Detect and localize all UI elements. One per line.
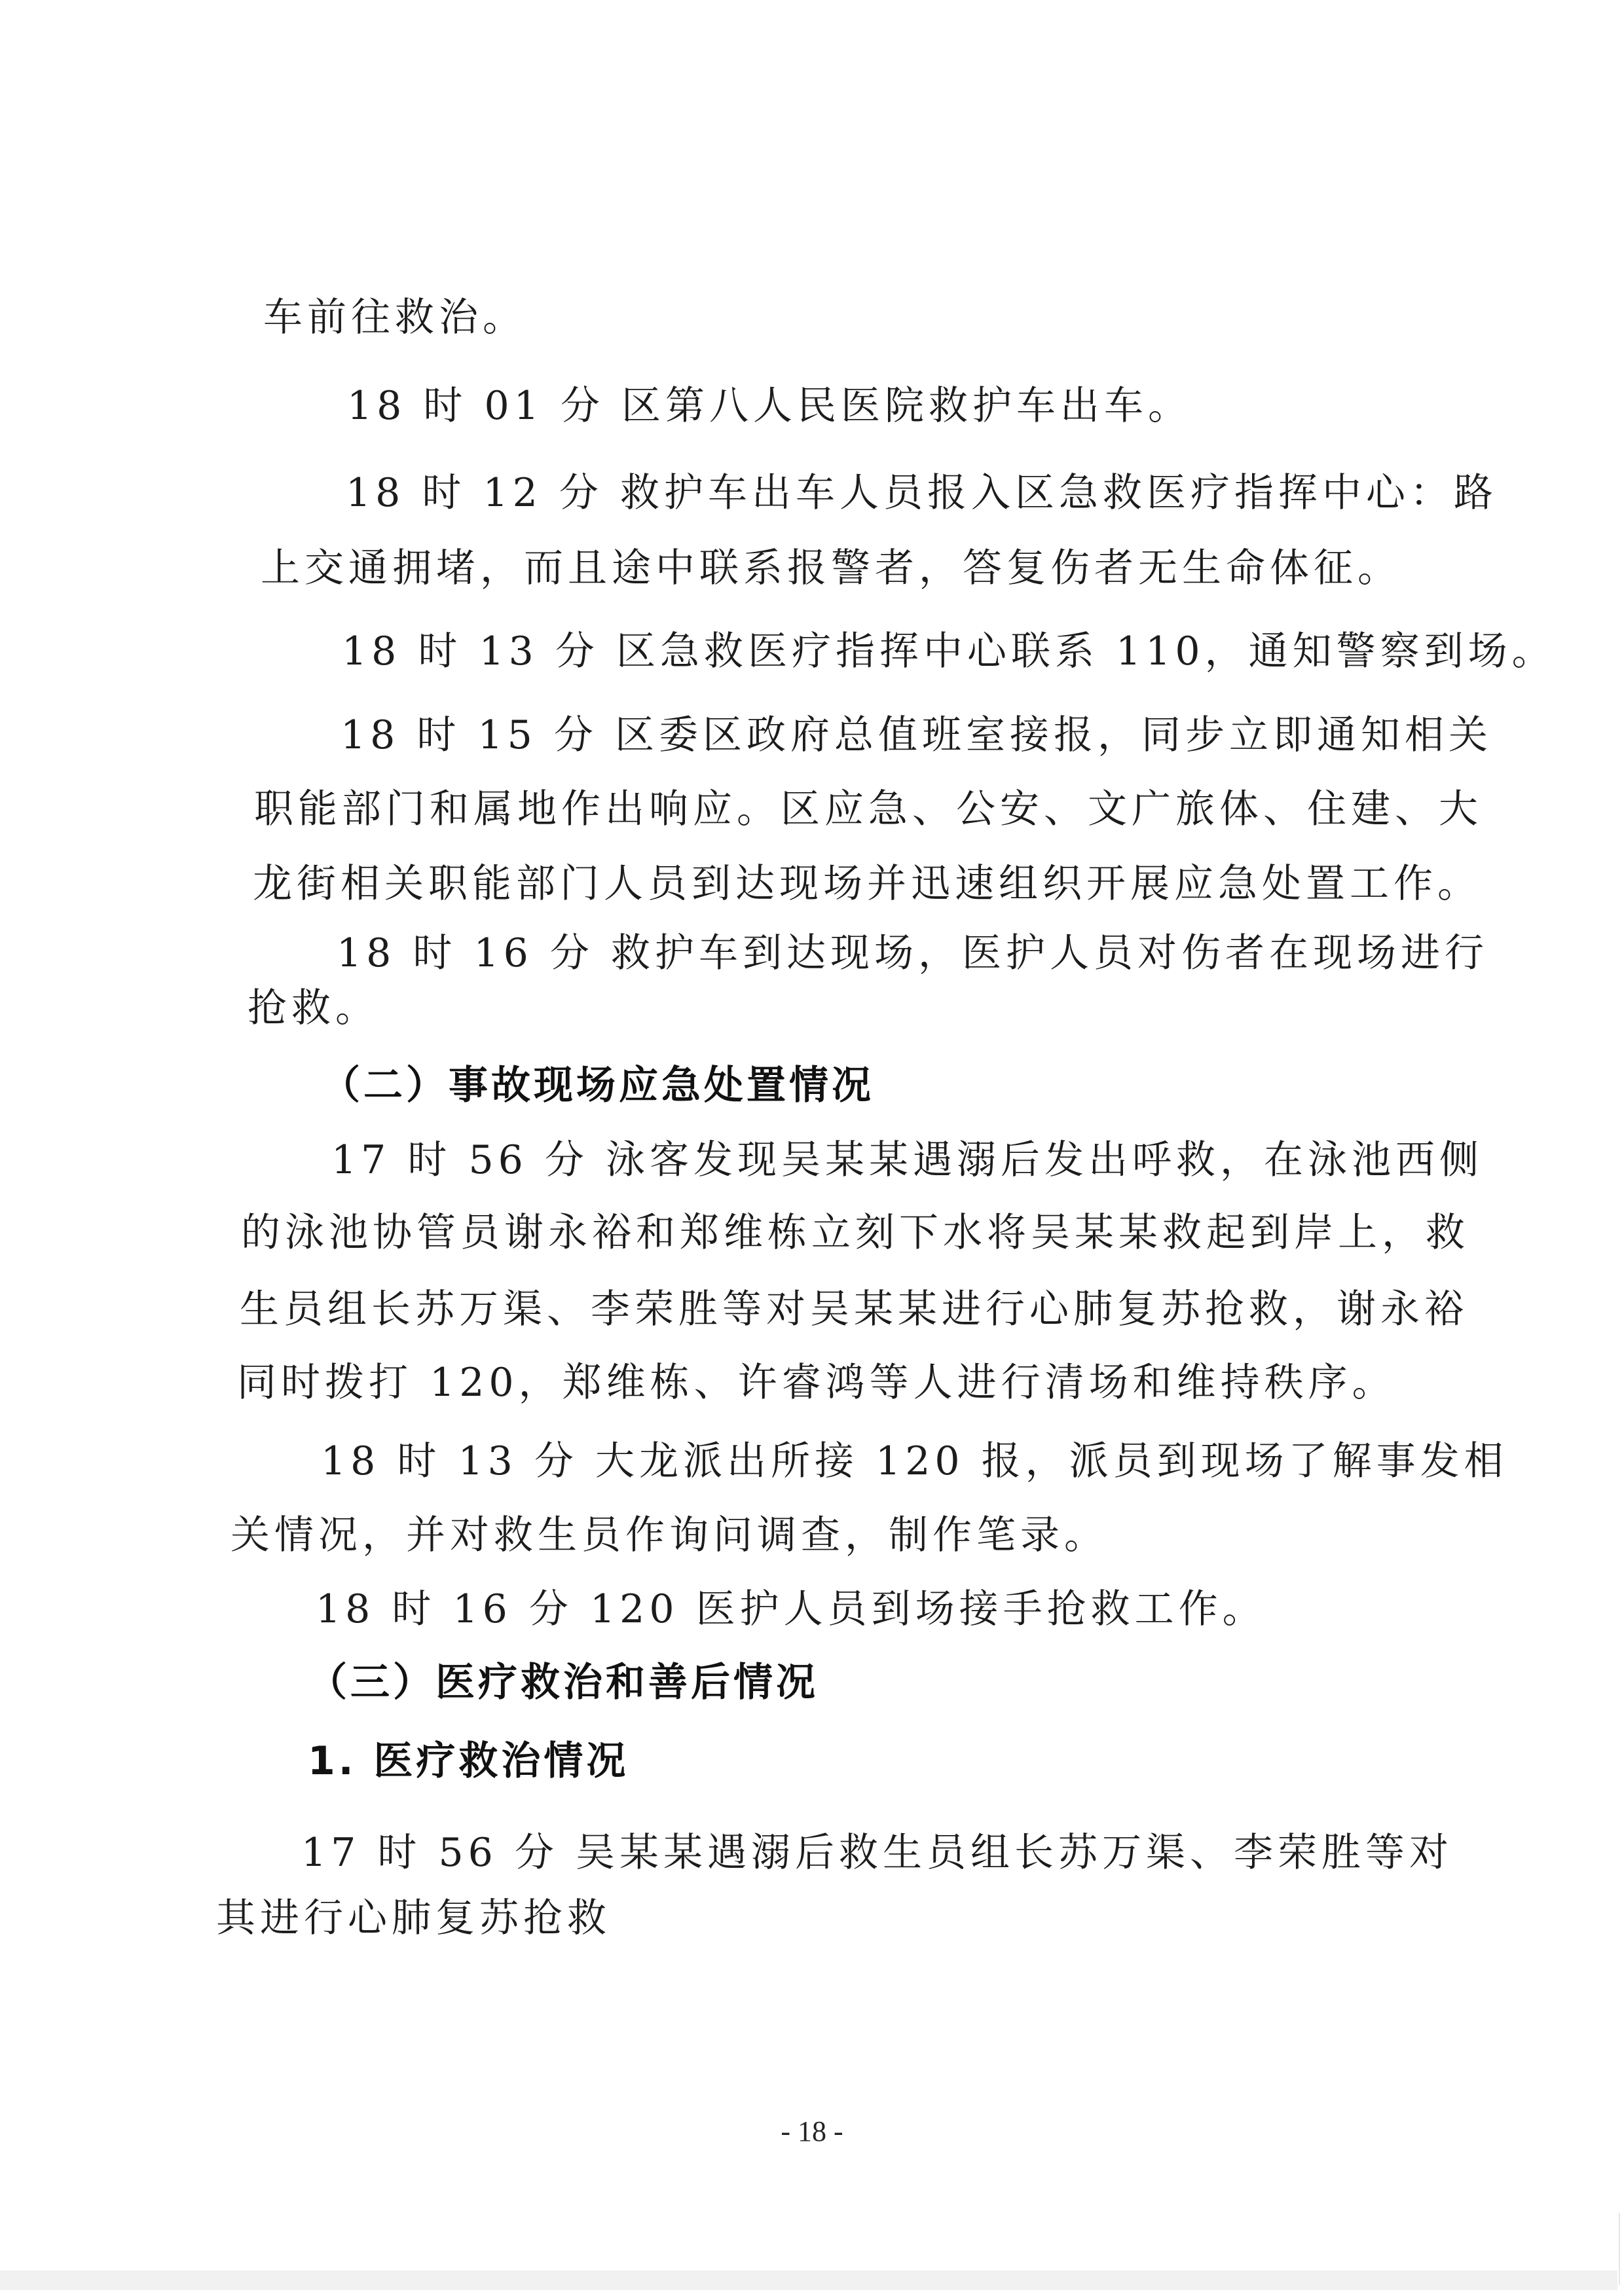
paragraph-line: 18 时 13 分 区急救医疗指挥中心联系 110，通知警察到场。 [342,629,1556,674]
paragraph-line: 关情况，并对救生员作询问调查，制作笔录。 [231,1512,1108,1558]
paragraph-line: 其进行心肺复苏抢救 [216,1895,611,1941]
paragraph-line: 18 时 16 分 120 医护人员到场接手抢救工作。 [316,1586,1266,1632]
paragraph-line: 18 时 13 分 大龙派出所接 120 报，派员到现场了解事发相 [321,1438,1508,1484]
section-heading-3: （三）医疗救治和善后情况 [308,1660,819,1705]
paragraph-line: 17 时 56 分 吴某某遇溺后救生员组长苏万渠、李荣胜等对 [301,1830,1453,1876]
section-heading-2: （二）事故现场应急处置情况 [321,1063,874,1108]
paragraph-line: 18 时 16 分 救护车到达现场，医护人员对伤者在现场进行 [337,930,1488,976]
page-number: - 18 - [781,2115,843,2147]
paragraph-line: 的泳池协管员谢永裕和郑维栋立刻下水将吴某某救起到岸上，救 [241,1210,1469,1256]
paragraph-line: 生员组长苏万渠、李荣胜等对吴某某进行心肺复苏抢救，谢永裕 [240,1286,1468,1332]
paragraph-line: 18 时 15 分 区委区政府总值班室接报，同步立即通知相关 [341,712,1492,758]
scan-edge-artifact [1619,2213,1620,2285]
paragraph-line: 上交通拥堵，而且途中联系报警者，答复伤者无生命体征。 [261,545,1401,591]
paragraph-line: 同时拨打 120，郑维栋、许睿鸿等人进行清场和维持秩序。 [237,1360,1396,1406]
paragraph-line: 职能部门和属地作出响应。区应急、公安、文广旅体、住建、大 [254,786,1483,832]
paragraph-line: 18 时 12 分 救护车出车人员报入区急救医疗指挥中心：路 [346,470,1498,516]
paragraph-line: 抢救。 [248,985,379,1031]
paragraph-line: 车前往救治。 [263,295,526,340]
paragraph-line: 18 时 01 分 区第八人民医院救护车出车。 [347,383,1192,429]
paragraph-line: 龙街相关职能部门人员到达现场并迅速组织开展应急处置工作。 [253,861,1481,907]
scan-band-artifact [0,2270,1617,2290]
paragraph-line: 17 时 56 分 泳客发现吴某某遇溺后发出呼救，在泳池西侧 [331,1137,1483,1183]
subsection-heading: 1. 医疗救治情况 [308,1738,629,1784]
